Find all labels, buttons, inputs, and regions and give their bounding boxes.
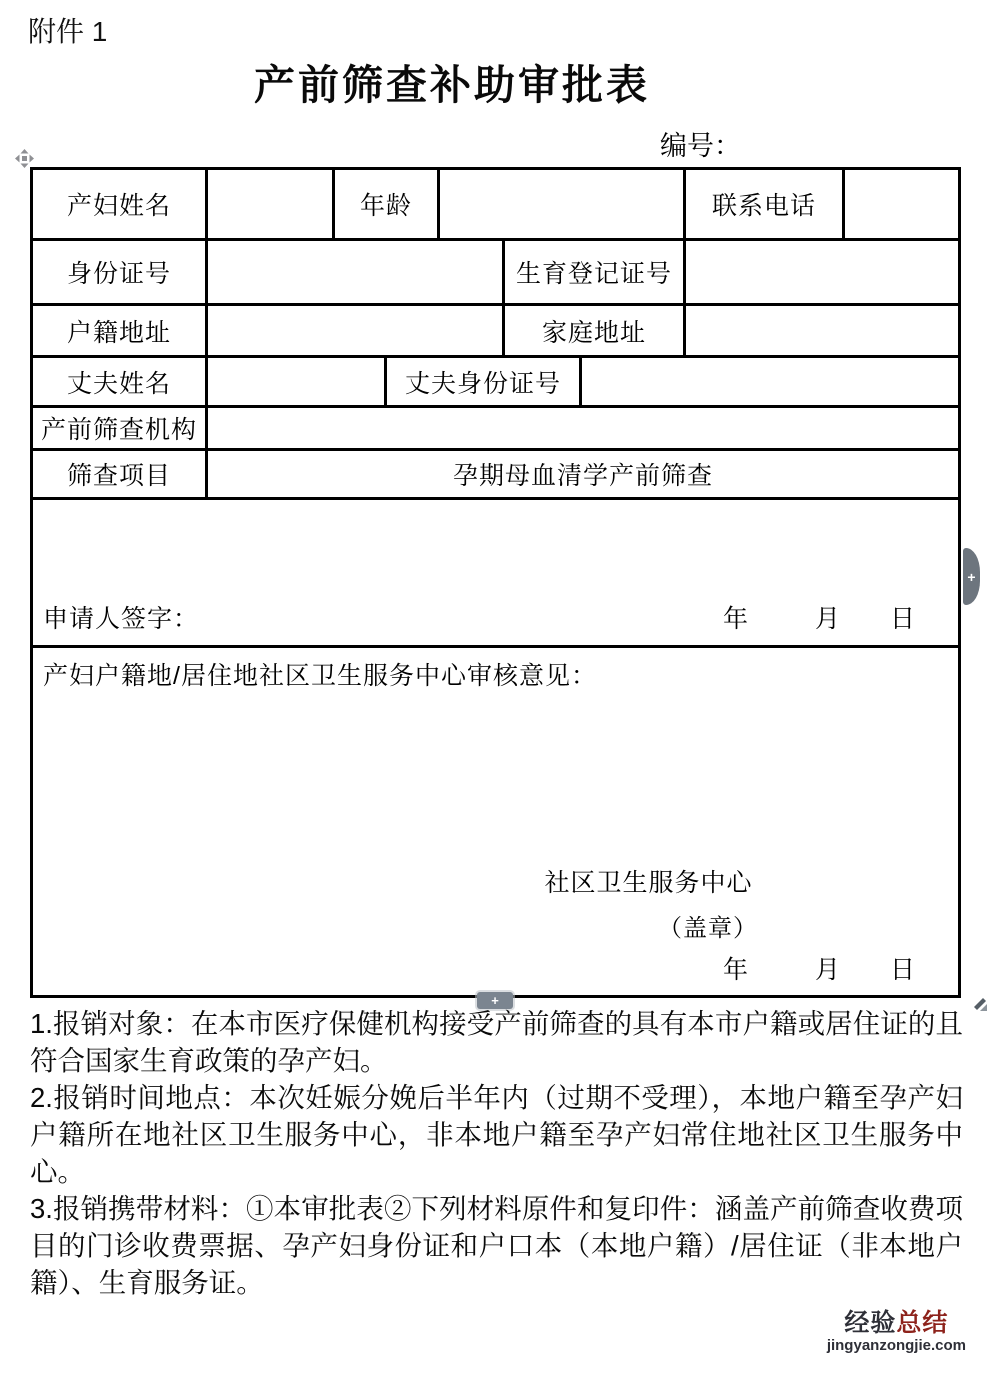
birth-registration-input-cell[interactable] [686, 241, 958, 303]
husband-name-input-cell[interactable] [208, 358, 387, 405]
screening-institution-label: 产前筛查机构 [33, 408, 208, 448]
applicant-signature-cell[interactable] [33, 500, 958, 645]
row-applicant-signature [33, 500, 958, 648]
review-opinion-cell[interactable] [33, 648, 958, 995]
day-label: 日 [890, 605, 917, 633]
watermark-brand [827, 1310, 966, 1338]
row-review-opinion [33, 648, 958, 995]
note-1: 1.报销对象：在本市医疗保健机构接受产前筛查的具有本市户籍或居住证的且符合国家生育政策的孕产妇。 [30, 1008, 963, 1076]
plus-icon: + [967, 568, 976, 585]
age-label: 年龄 [335, 170, 440, 238]
watermark-brand-red: 总结 [896, 1309, 949, 1337]
home-address-input-cell[interactable] [686, 306, 958, 355]
plus-icon: + [491, 993, 499, 1008]
attachment-label: 附件 1 [28, 16, 108, 47]
month-label: 月 [815, 605, 842, 633]
stamp-organization-label: 社区卫生服务中心 [544, 869, 753, 897]
month-label: 月 [815, 956, 842, 984]
mother-name-input-cell[interactable] [208, 170, 335, 238]
year-label: 年 [723, 956, 750, 984]
scroll-insert-marker-icon[interactable] [963, 548, 980, 605]
watermark-brand-dark: 经验 [844, 1309, 897, 1337]
age-input-cell[interactable] [440, 170, 686, 238]
table-resize-handle-icon[interactable] [973, 997, 989, 1012]
mother-name-label: 产妇姓名 [33, 170, 208, 238]
household-address-input-cell[interactable] [208, 306, 505, 355]
husband-id-input-cell[interactable] [582, 358, 958, 405]
serial-number-label: 编号： [660, 131, 741, 161]
watermark-domain: jingyanzongjie.com [826, 1336, 966, 1354]
year-label: 年 [723, 605, 750, 633]
birth-registration-label: 生育登记证号 [505, 241, 686, 303]
page-title: 产前筛查补助审批表 [254, 62, 650, 108]
row-husband-info [33, 358, 958, 408]
notes-section [30, 1005, 963, 1301]
stamp-note-label: （盖章） [658, 915, 758, 942]
id-number-input-cell[interactable] [208, 241, 505, 303]
husband-id-label: 丈夫身份证号 [387, 358, 582, 405]
id-number-label: 身份证号 [33, 241, 208, 303]
applicant-signature-label: 申请人签字： [43, 605, 200, 633]
approval-form-table [30, 167, 961, 998]
site-watermark [827, 1310, 966, 1354]
day-label: 日 [890, 956, 917, 984]
phone-input-cell[interactable] [845, 170, 958, 238]
screening-institution-input-cell[interactable] [208, 408, 958, 448]
husband-name-label: 丈夫姓名 [33, 358, 208, 405]
review-section-title: 产妇户籍地/居住地社区卫生服务中心审核意见： [43, 662, 597, 690]
row-id-numbers [33, 241, 958, 306]
row-screening-item [33, 451, 958, 500]
row-addresses [33, 306, 958, 358]
note-3: 3.报销携带材料：①本审批表②下列材料原件和复印件：涵盖产前筛查收费项目的门诊收费票据、孕产妇身份证和户口本（本地户籍）/居住证（非本地户籍）、生育服务证。 [30, 1193, 963, 1298]
screening-item-label: 筛查项目 [33, 451, 208, 497]
note-2: 2.报销时间地点：本次妊娠分娩后半年内（过期不受理），本地户籍至孕产妇户籍所在地社区卫生服务中心，非本地户籍至孕产妇常住地社区卫生服务中心。 [30, 1082, 963, 1187]
screening-item-value: 孕期母血清学产前筛查 [452, 462, 713, 490]
home-address-label: 家庭地址 [505, 306, 686, 355]
table-move-handle-icon[interactable] [15, 149, 34, 168]
row-institution [33, 408, 958, 451]
phone-label: 联系电话 [686, 170, 845, 238]
household-address-label: 户籍地址 [33, 306, 208, 355]
row-mother-info [33, 170, 958, 241]
